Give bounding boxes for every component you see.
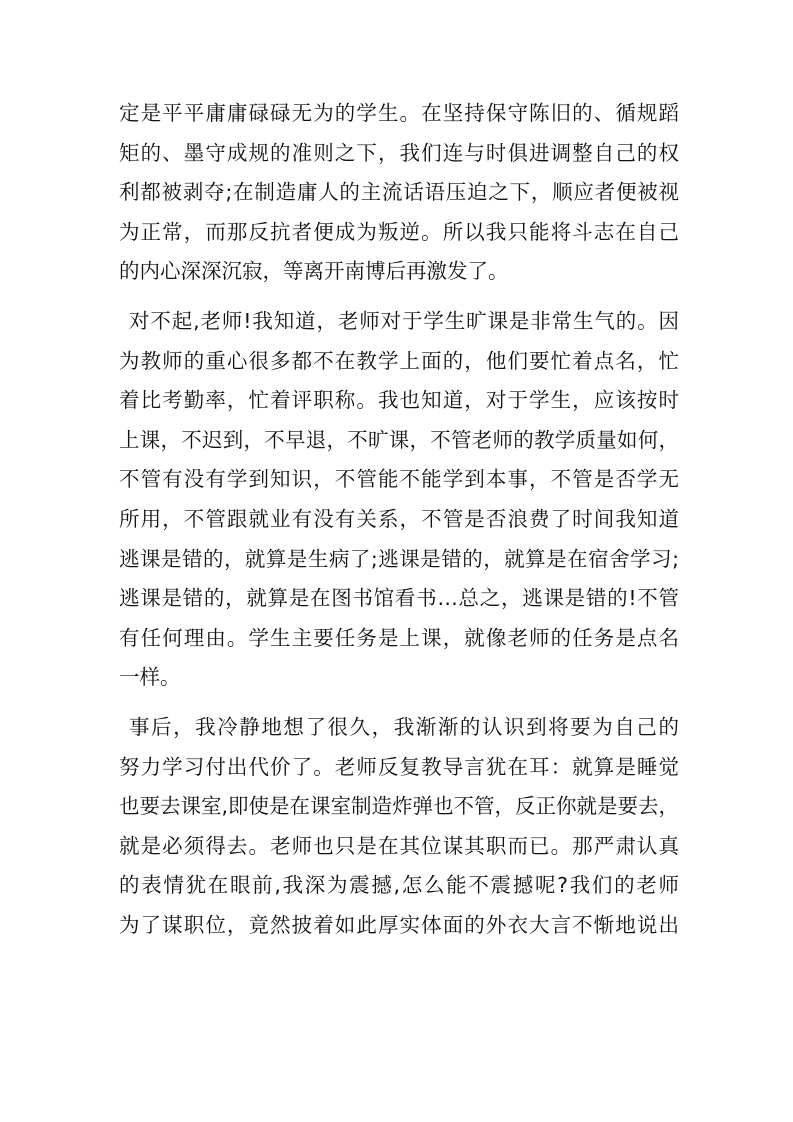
text-line: 的内心深深沉寂，等离开南博后再激发了。 bbox=[119, 259, 509, 284]
text-line: 矩的、墨守成规的准则之下，我们连与时俱进调整自己的权 bbox=[119, 140, 679, 165]
text-line: 为了谋职位，竟然披着如此厚实体面的外衣大言不惭地说出 bbox=[119, 912, 679, 937]
text-line: 有任何理由。学生主要任务是上课，就像老师的任务是点名 bbox=[119, 625, 679, 650]
text-line: 对不起,老师!我知道，老师对于学生旷课是非常生气的。因 bbox=[129, 308, 679, 333]
text-line: 不管有没有学到知识，不管能不能学到本事，不管是否学无 bbox=[119, 467, 679, 492]
text-line: 为正常，而那反抗者便成为叛逆。所以我只能将斗志在自己 bbox=[119, 219, 679, 244]
text-line: 也要去课室,即使是在课室制造炸弹也不管，反正你就是要去， bbox=[119, 794, 680, 819]
text-line: 着比考勤率，忙着评职称。我也知道，对于学生，应该按时 bbox=[119, 388, 679, 413]
paragraph-1 bbox=[119, 94, 679, 292]
text-line: 的表情犹在眼前,我深为震撼,怎么能不震撼呢?我们的老师 bbox=[119, 873, 679, 898]
text-line: 就是必须得去。老师也只是在其位谋其职而已。那严肃认真 bbox=[119, 833, 679, 858]
text-line: 逃课是错的，就算是在图书馆看书…总之，逃课是错的!不管 bbox=[119, 586, 679, 611]
text-line: 利都被剥夺;在制造庸人的主流话语压迫之下，顺应者便被视 bbox=[119, 180, 679, 205]
text-line: 所用，不管跟就业有没有关系，不管是否浪费了时间我知道 bbox=[119, 506, 679, 531]
text-line: 一样。 bbox=[119, 665, 181, 690]
paragraph-3 bbox=[119, 708, 679, 946]
paragraph-2 bbox=[119, 302, 679, 698]
text-line: 事后，我冷静地想了很久，我渐渐的认识到将要为自己的 bbox=[129, 714, 679, 739]
text-line: 逃课是错的，就算是生病了;逃课是错的，就算是在宿舍学习; bbox=[119, 546, 679, 571]
text-line: 努力学习付出代价了。老师反复教导言犹在耳：就算是睡觉 bbox=[119, 754, 679, 779]
text-line: 定是平平庸庸碌碌无为的学生。在坚持保守陈旧的、循规蹈 bbox=[119, 101, 679, 125]
document-body bbox=[119, 94, 679, 945]
text-line: 上课，不迟到，不早退，不旷课，不管老师的教学质量如何， bbox=[119, 427, 679, 452]
text-line: 为教师的重心很多都不在教学上面的，他们要忙着点名，忙 bbox=[119, 348, 679, 373]
